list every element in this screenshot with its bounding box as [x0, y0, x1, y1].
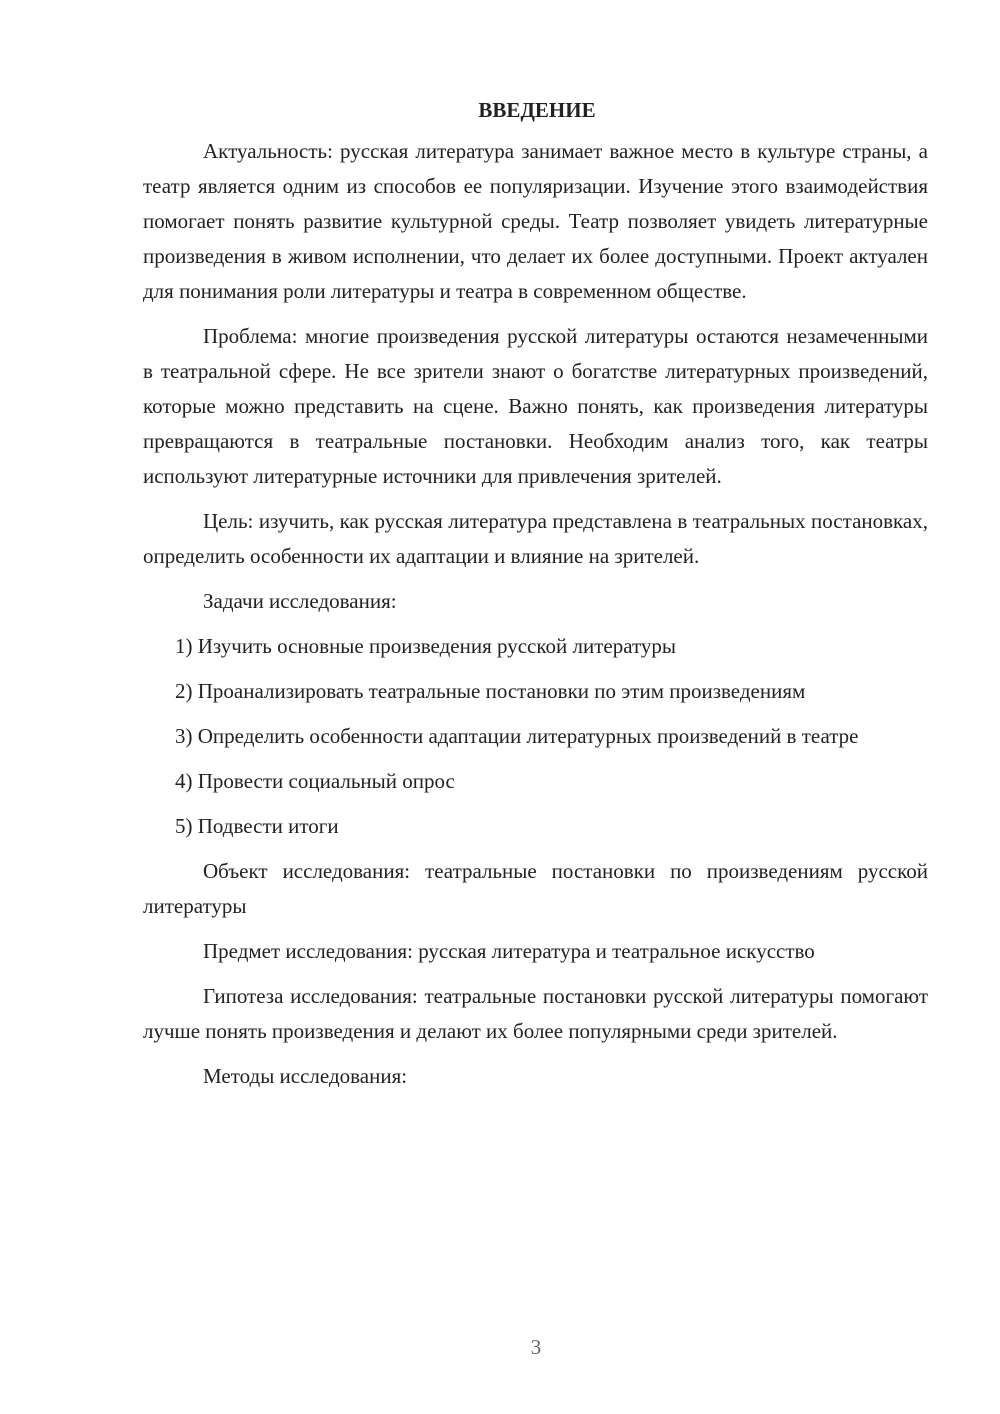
task-item-1: 1) Изучить основные произведения русской литературы — [175, 634, 676, 658]
page-title: ВВЕДЕНИЕ — [478, 98, 596, 122]
page-number: 3 — [530, 1335, 542, 1359]
tasks-heading: Задачи исследования: — [203, 589, 397, 613]
relevance-paragraph: Актуальность: русская литература занимает важное место в культуре страны, а театр является одним из способов ее популяризации. Изучение этого взаимодействия помогает понять развитие культурной среды. Театр позволяет увидеть литературные произведения в живом исполнении, что делает их более доступными. Проект актуален для понимания роли литературы и театра в современном обществе. — [143, 139, 928, 303]
methods-heading: Методы исследования: — [203, 1064, 408, 1088]
task-item-4: 4) Провести социальный опрос — [175, 769, 455, 793]
document-page — [143, 93, 928, 1104]
object-paragraph: Объект исследования: театральные постановки по произведениям русской литературы — [143, 859, 928, 918]
subject-paragraph: Предмет исследования: русская литература и театральное искусство — [203, 939, 815, 963]
problem-paragraph: Проблема: многие произведения русской литературы остаются незамеченными в театральной сфере. Не все зрители знают о богатстве литературных произведений, которые можно представить на сцене. Важно понять, как произведения литературы превращаются в театральные постановки. Необходим анализ того, как театры используют литературные источники для привлечения зрителей. — [143, 324, 928, 488]
task-item-3: 3) Определить особенности адаптации литературных произведений в театре — [175, 724, 859, 748]
task-item-5: 5) Подвести итоги — [175, 814, 339, 838]
task-item-2: 2) Проанализировать театральные постановки по этим произведениям — [175, 679, 806, 703]
goal-paragraph: Цель: изучить, как русская литература представлена в театральных постановках, определить особенности их адаптации и влияние на зрителей. — [143, 509, 928, 568]
hypothesis-paragraph: Гипотеза исследования: театральные постановки русской литературы помогают лучше понять произведения и делают их более популярными среди зрителей. — [143, 984, 928, 1043]
